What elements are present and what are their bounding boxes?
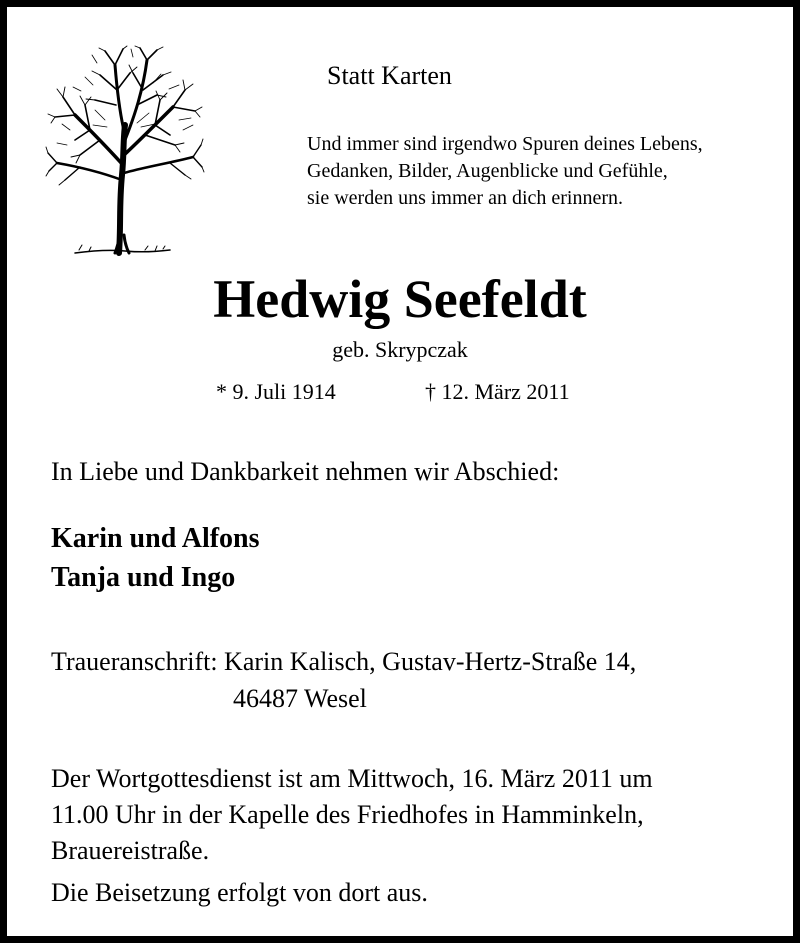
mourning-address	[51, 643, 636, 717]
bare-tree-icon	[45, 45, 205, 260]
address-line: Traueranschrift: Karin Kalisch, Gustav-Hertz-Straße 14,	[51, 647, 637, 676]
burial-info: Die Beisetzung erfolgt von dort aus.	[51, 878, 428, 907]
death-date: † 12. März 2011	[425, 379, 570, 404]
farewell-text: In Liebe und Dankbarkeit nehmen wir Abschied:	[51, 457, 560, 486]
poem-line: sie werden uns immer an dich erinnern.	[307, 187, 624, 209]
service-line: Der Wortgottesdienst ist am Mittwoch, 16. März 2011 um	[51, 764, 653, 793]
poem-line: Und immer sind irgendwo Spuren deines Lebens,	[307, 133, 703, 155]
mourner-name: Karin und Alfons	[51, 523, 260, 554]
service-line: 11.00 Uhr in der Kapelle des Friedhofes in Hamminkeln,	[51, 800, 644, 829]
service-info	[51, 761, 653, 869]
deceased-name: Hedwig Seefeldt	[213, 269, 587, 329]
birth-date: * 9. Juli 1914	[216, 379, 336, 404]
poem-line: Gedanken, Bilder, Augenblicke und Gefühle,	[307, 160, 668, 182]
header-title: Statt Karten	[327, 61, 452, 90]
poem	[307, 131, 703, 212]
maiden-name: geb. Skrypczak	[332, 337, 468, 362]
service-line: Brauereistraße.	[51, 836, 210, 865]
mourner-name: Tanja und Ingo	[51, 562, 236, 593]
mourners-list	[51, 519, 260, 597]
address-city: 46487 Wesel	[233, 684, 367, 713]
